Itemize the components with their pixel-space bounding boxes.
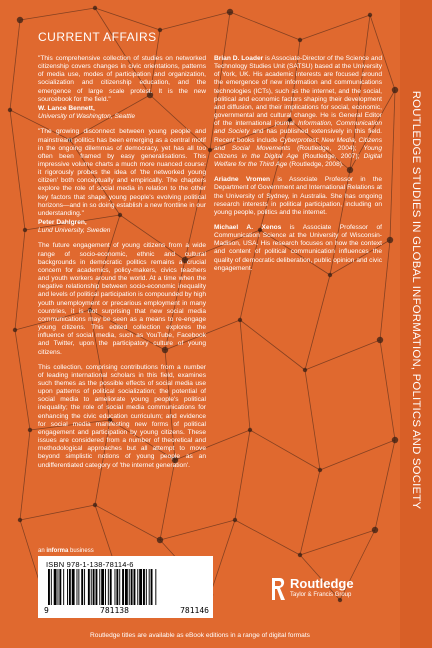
- bio-name: Ariadne Vromen: [214, 176, 271, 184]
- barcode-bar: [58, 569, 59, 605]
- network-node: [157, 537, 163, 543]
- network-edge: [160, 520, 235, 540]
- barcode-bar: [149, 569, 150, 605]
- bio-xenos: [214, 224, 382, 273]
- publisher-logo: [270, 574, 390, 610]
- routledge-r-icon: [270, 576, 288, 602]
- network-edge: [305, 370, 320, 470]
- barcode-bar: [137, 569, 138, 605]
- barcode-bar: [84, 569, 85, 605]
- barcode-digit-group: 781138: [100, 606, 129, 615]
- bio-loader: [214, 55, 382, 169]
- barcode-bar: [155, 569, 156, 605]
- journal-title: Information, Communication and Society: [214, 120, 382, 136]
- barcode-bar: [116, 569, 118, 605]
- bio-text: is Associate-Director of the Science and Technology Studies Unit (SATSU) based at the University of York, UK. His academic interests are focused around the emergence of new information and communications technologies (ICTs), such as the internet, and the social, political and economic factors shaping their development and diffusion, and their implications for social, economic, governmental and cultural change. He is General Editor of the international journal: [214, 55, 382, 128]
- barcode-bar: [54, 569, 57, 605]
- category-heading: CURRENT AFFAIRS: [38, 30, 157, 44]
- barcode-bar: [151, 569, 153, 605]
- barcode-box: [38, 556, 213, 618]
- network-edge: [320, 440, 395, 470]
- barcode-digit-group: 9: [44, 606, 49, 615]
- book-title: Cyberprotest: New Media, Citizens and Social Movements: [214, 136, 382, 152]
- network-node: [298, 553, 302, 557]
- barcode-bar: [69, 569, 71, 605]
- bio-name: Michael A. Xenos: [214, 223, 282, 231]
- network-edge: [15, 230, 25, 330]
- network-node: [392, 437, 398, 443]
- network-node: [18, 518, 22, 522]
- network-edge: [305, 275, 330, 370]
- network-edge: [160, 12, 230, 30]
- network-node: [372, 527, 378, 533]
- barcode: [46, 569, 204, 605]
- network-edge: [230, 12, 300, 40]
- network-node: [233, 518, 237, 522]
- network-edge: [20, 505, 95, 520]
- network-node: [298, 38, 302, 42]
- barcode-bar: [101, 569, 104, 605]
- barcode-bar: [131, 569, 133, 605]
- network-edge: [375, 440, 395, 530]
- network-node: [13, 328, 17, 332]
- informa-tagline: [38, 548, 94, 554]
- barcode-bar: [67, 569, 68, 605]
- attribution-name: W. Lance Bennett,: [38, 104, 95, 112]
- barcode-bar: [88, 569, 90, 605]
- barcode-bar: [110, 569, 112, 605]
- barcode-bar: [105, 569, 106, 605]
- barcode-bar: [143, 569, 145, 605]
- bio-vromen: [214, 176, 382, 217]
- publisher-group: Taylor & Francis Group: [290, 592, 352, 598]
- barcode-bar: [129, 569, 130, 605]
- network-edge: [300, 530, 375, 555]
- network-edge: [240, 320, 250, 430]
- network-node: [392, 87, 398, 93]
- attribution-name: Peter Dahlgren,: [38, 219, 87, 227]
- series-title: ROUTLEDGE STUDIES IN GLOBAL INFORMATION, POLITICS AND SOCIETY: [410, 90, 422, 510]
- network-node: [318, 468, 322, 472]
- barcode-bar: [78, 569, 79, 605]
- network-node: [227, 9, 233, 15]
- barcode-bar: [122, 569, 124, 605]
- network-edge: [20, 8, 95, 20]
- network-edge: [10, 20, 20, 110]
- network-edge: [300, 470, 320, 555]
- barcode-bar: [139, 569, 142, 605]
- isbn-label: ISBN 978-1-138-78114-6: [46, 560, 134, 569]
- blurb-quote: "This comprehensive collection of studies on networked citizenship covers changes in civic orientations, patterns of media use, modes of participation and organization, socialization and citizenship education, and the emergence of large scale protest. It is the new sourcebook for the field.": [38, 55, 206, 103]
- blurb-attribution: [38, 219, 206, 235]
- network-edge: [300, 15, 370, 40]
- barcode-bar: [146, 569, 147, 605]
- barcode-bar: [93, 569, 95, 605]
- bio-text: and has published extensively in this field. Recent books include: [214, 128, 382, 144]
- network-edge: [210, 520, 235, 595]
- right-column: [214, 55, 382, 280]
- bio-text: is Associate Professor of Communication Science at the University of Wisconsin-Madison, USA. His research focuses on how the context and content of political communication influences the quality of democratic deliberation, public opinion and civic engagement.: [214, 223, 382, 272]
- network-edge: [380, 340, 395, 440]
- bio-text: (Routledge, 2008).: [287, 161, 344, 169]
- network-node: [368, 13, 372, 17]
- network-node: [303, 368, 307, 372]
- bio-text: (Routledge, 2007);: [298, 152, 364, 160]
- description-paragraph: The future engagement of young citizens from a wide range of socio-economic, ethnic and cultural backgrounds in democratic politics remains a crucial concern for academics, policy-makers, civics teachers and youth workers around the world. At a time when the negative relationship between socio-economic inequality and levels of political participation is compounded by high youth unemployment or precarious employment in many countries, it is not surprising that new social media communications may be seen as a means to re-engage young citizens. This edited collection explores the influence of social media, such as YouTube, Facebook and Twitter, upon the participatory culture of young citizens.: [38, 242, 206, 356]
- network-node: [23, 228, 27, 232]
- barcode-bar: [81, 569, 83, 605]
- bio-text: is Associate Professor in the Department of Government and International Relations at the University of Sydney, in Australia. She has ongoing research interests in political participation, including on young people, politics and the internet.: [214, 176, 382, 216]
- network-node: [248, 428, 252, 432]
- network-edge: [15, 330, 30, 430]
- barcode-bar: [99, 569, 100, 605]
- network-node: [8, 108, 12, 112]
- network-edge: [235, 430, 250, 520]
- barcode-bar: [108, 569, 109, 605]
- barcode-bar: [63, 569, 64, 605]
- network-node: [377, 337, 383, 343]
- network-edge: [20, 430, 30, 520]
- left-column: [38, 55, 206, 477]
- barcode-bar: [115, 569, 116, 605]
- attribution-institution: University of Washington, Seattle: [38, 113, 136, 121]
- network-node: [387, 237, 393, 243]
- network-edge: [95, 8, 160, 30]
- barcode-bar: [48, 569, 50, 605]
- attribution-institution: Lund University, Sweden: [38, 227, 111, 235]
- barcode-bar: [51, 569, 52, 605]
- informa-name: informa: [46, 548, 69, 554]
- network-edge: [235, 520, 300, 555]
- description-paragraph: This collection, comprising contributions from a number of leading international scholars in this field, examines such themes as the possible effects of social media use upon patterns of political socialization; the potential of social media to ameliorate young people's political inequality; the role of social media communications for enhancing the civic education curriculum; and evidence for social media manifesting new forms of political engagement and participation by young citizens. These issues are considered from a number of theoretical and methodological approaches but all attempt to move beyond simplistic notions of young people as an undifferentiated category of 'the internet generation'.: [38, 363, 206, 469]
- network-edge: [305, 340, 380, 370]
- network-edge: [250, 430, 320, 470]
- book-title: Digital Welfare for the Third Age: [214, 152, 382, 169]
- barcode-bar: [125, 569, 128, 605]
- publisher-name: Routledge: [290, 576, 354, 591]
- book-title: Young Citizens in the Digital Age: [214, 144, 382, 160]
- network-node: [28, 428, 32, 432]
- informa-suffix: business: [68, 548, 94, 554]
- bio-name: Brian D. Loader: [214, 55, 264, 62]
- barcode-digits: [44, 606, 209, 615]
- barcode-digit-group: 781146: [180, 606, 209, 615]
- barcode-bar: [72, 569, 75, 605]
- network-node: [17, 17, 23, 23]
- barcode-bar: [91, 569, 92, 605]
- barcode-bar: [59, 569, 61, 605]
- barcode-bar: [96, 569, 98, 605]
- barcode-bar: [119, 569, 120, 605]
- barcode-bar: [134, 569, 136, 605]
- network-edge: [240, 320, 305, 370]
- blurb-attribution: [38, 105, 206, 121]
- network-node: [93, 6, 97, 10]
- bio-text: (Routledge, 2004);: [290, 144, 364, 152]
- network-node: [238, 318, 242, 322]
- footer-note: Routledge titles are available as eBook editions in a range of digital formats: [90, 632, 310, 639]
- informa-prefix: an: [38, 548, 47, 554]
- network-node: [93, 503, 97, 507]
- network-edge: [10, 110, 25, 230]
- network-node: [208, 148, 212, 152]
- blurb-quote: "The growing disconnect between young people and mainstream politics has been emerging as a central motif in the ongoing dilemmas of democracy, yet has all too often been framed by easy generalisations. This impressive volume charts a much more nuanced course: it rigorously probes the idea of 'the networked young citizen' both conceptually and empirically. The chapters explore the role of social media in relation to the other key factors that shape young people's evolving political horizons—and in so doing establish a new frontline in our understanding.": [38, 128, 206, 217]
- network-node: [158, 28, 162, 32]
- barcode-bar: [77, 569, 78, 605]
- network-edge: [390, 90, 395, 240]
